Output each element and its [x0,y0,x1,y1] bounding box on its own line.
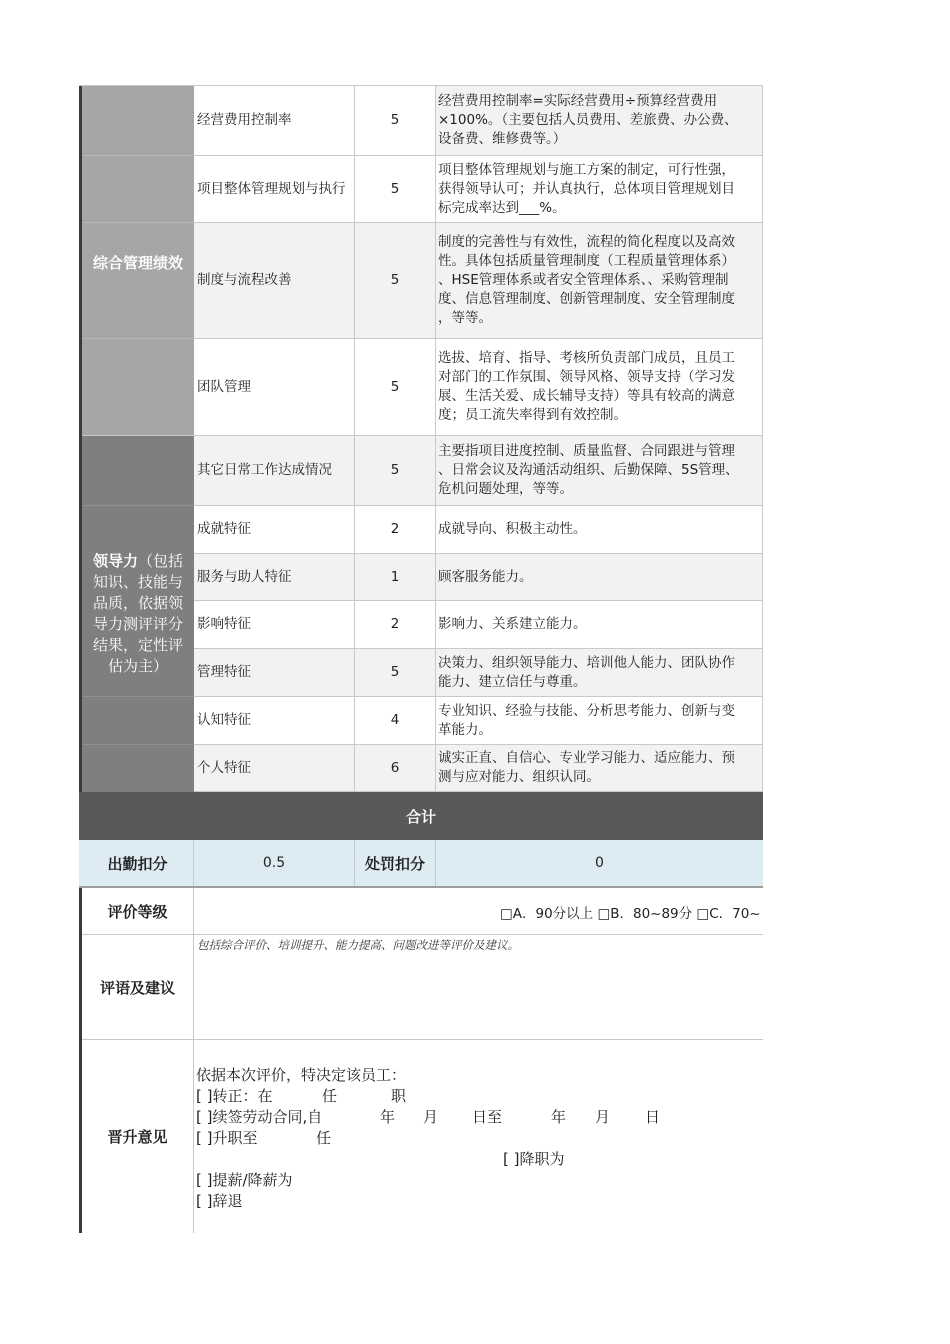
table-row-desc: 诚实正直、自信心、专业学习能力、适应能力、预 测与应对能力、组织认同。 [436,745,763,792]
table-row-score: 5 [355,156,436,223]
comments-label: 评语及建议 [82,935,194,1040]
comments-field[interactable] [194,935,763,1040]
table-row-item: 认知特征 [194,697,355,745]
category-separator [82,744,194,745]
attendance-label: 出勤扣分 [82,840,194,886]
promotion-label: 晋升意见 [82,1040,194,1233]
table-row-desc: 主要指项目进度控制、质量监督、合同跟进与管理 、日常会议及沟通活动组织、后勤保障、5S管理、 危机问题处理，等等。 [436,436,763,506]
table-row-score: 4 [355,697,436,745]
category-separator [82,696,194,697]
category-separator [82,155,194,156]
table-row-desc: 成就导向、积极主动性。 [436,506,763,554]
table-row-score: 5 [355,86,436,156]
table-row-score: 5 [355,339,436,436]
total-label: 合计 [405,807,436,826]
category-separator [82,338,194,339]
table-row-score: 2 [355,506,436,554]
table-row-score: 5 [355,436,436,506]
table-row-item: 其它日常工作达成情况 [194,436,355,506]
penalty-value[interactable]: 0 [595,855,604,871]
comments-hint: 包括综合评价、培训提升、能力提高、问题改进等评价及建议。 [197,938,519,952]
grade-options[interactable]: □A．90分以上 □B．80~89分 □C．70~ [194,888,763,935]
table-row-score: 1 [355,554,436,601]
table-row-desc: 选拔、培育、指导、考核所负责部门成员，且员工 对部门的工作氛围、领导风格、领导支持（学习发 展、生活关爱、成长辅导支持）等具有较高的满意 度；员工流失率得到有效控制。 [436,339,763,436]
table-row-item: 经营费用控制率 [194,86,355,156]
grade-label: 评价等级 [82,888,194,935]
table-row-desc: 项目整体管理规划与施工方案的制定，可行性强， 获得领导认可；并认真执行，总体项目管理规划目 标完成率达到___%。 [436,156,763,223]
table-row-score: 5 [355,223,436,339]
table-row-desc: 制度的完善性与有效性，流程的简化程度以及高效 性。具体包括质量管理制度（工程质量管理体系） 、HSE管理体系或者安全管理体系、、采购管理制 度、信息管理制度、创新管理制度、安全管理制度 ，等等。 [436,223,763,339]
table-row-item: 管理特征 [194,649,355,697]
table-row-desc: 顾客服务能力。 [436,554,763,601]
table-row-score: 2 [355,601,436,649]
total-row [79,792,763,840]
category-mgmt [82,86,194,436]
table-row-item: 项目整体管理规划与执行 [194,156,355,223]
category-separator [82,222,194,223]
category-leadership [82,436,194,792]
penalty-label: 处罚扣分 [355,840,436,886]
category-mgmt-label: 综合管理绩效 [92,254,183,272]
table-row-desc: 影响力、关系建立能力。 [436,601,763,649]
table-row-desc: 经营费用控制率=实际经营费用÷预算经营费用 ×100%。（主要包括人员费用、差旅费、办公费、 设备费、维修费等。） [436,86,763,156]
table-row-score: 6 [355,745,436,792]
table-row-item: 服务与助人特征 [194,554,355,601]
table-row-item: 成就特征 [194,506,355,554]
table-row-desc: 专业知识、经验与技能、分析思考能力、创新与变 革能力。 [436,697,763,745]
promotion-field[interactable]: 依据本次评价，特决定该员工： [ ]转正：在 任 职 [ ]续签劳动合同,自 年 月 日至 年 月 日 [ ]升职至 任 [ ]降职为 [ ]提薪/降薪为 [ ]辞退 [196,1066,661,1210]
table-row-item: 团队管理 [194,339,355,436]
category-leadership-label: 领导力（包括 知识、技能与 品质，依据领 导力测评评分 结果，定性评 估为主） [92,552,184,675]
table-row-desc: 决策力、组织领导能力、培训他人能力、团队协作 能力、建立信任与尊重。 [436,649,763,697]
table-row-item: 制度与流程改善 [194,223,355,339]
table-row-item: 影响特征 [194,601,355,649]
category-separator [82,505,194,506]
table-row-item: 个人特征 [194,745,355,792]
table-row-score: 5 [355,649,436,697]
attendance-value[interactable]: 0.5 [194,840,355,886]
